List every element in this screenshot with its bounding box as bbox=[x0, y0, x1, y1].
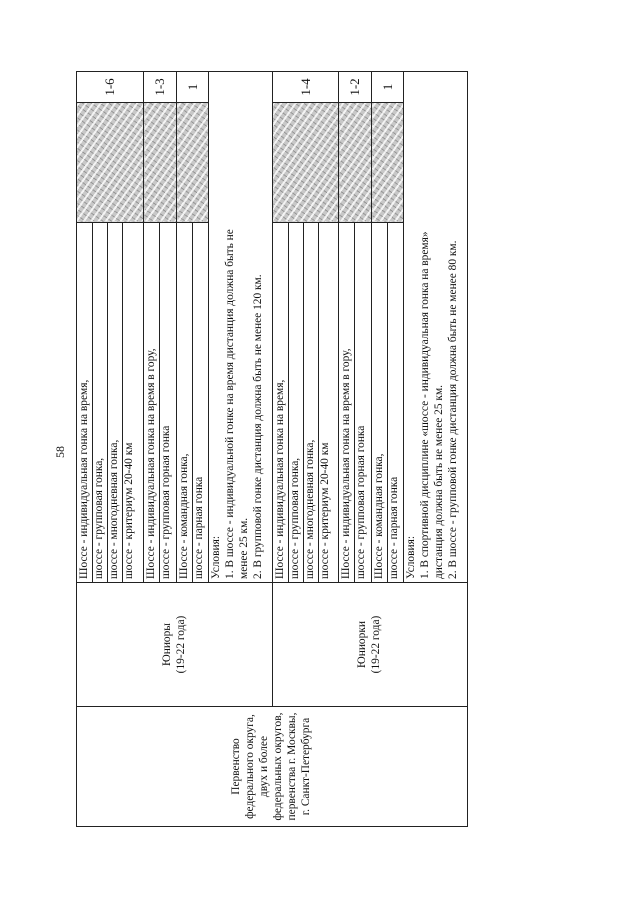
discipline-cell bbox=[177, 223, 209, 583]
hatched-cell bbox=[77, 103, 144, 223]
discipline-line: Шоссе - индивидуальная гонка на время в гору, bbox=[340, 223, 355, 582]
hatched-cell bbox=[372, 103, 404, 223]
event-name-line: первенства г. Москвы, bbox=[285, 712, 298, 821]
count-cell: 1-3 bbox=[144, 72, 177, 103]
event-name-line: двух и более bbox=[258, 735, 271, 798]
condition-line: 2. В групповой гонке дистанция должна быть не менее 120 км. bbox=[251, 274, 264, 579]
condition-line: менее 25 км. bbox=[237, 517, 250, 579]
discipline-line: шоссе - групповая горная гонка bbox=[159, 425, 172, 579]
discipline-line: шоссе - критериум 20-40 км bbox=[122, 442, 135, 579]
discipline-line: шоссе - критериум 20-40 км bbox=[318, 442, 331, 579]
condition-line: 2. В шоссе - групповой гонке дистанция должна быть не менее 80 км. bbox=[446, 240, 459, 579]
count-cell: 1-4 bbox=[273, 72, 339, 103]
count-cell: 1-6 bbox=[77, 72, 144, 103]
rotated-table-container bbox=[76, 72, 467, 827]
discipline-cell bbox=[273, 223, 339, 583]
hatched-cell bbox=[144, 103, 177, 223]
conditions-cell bbox=[404, 72, 468, 583]
page-number: 58 bbox=[52, 446, 67, 458]
age-group-cell bbox=[77, 583, 273, 707]
condition-line: Условия: bbox=[405, 535, 417, 579]
discipline-line: шоссе - групповая горная гонка bbox=[354, 425, 367, 579]
condition-line: 1. В шоссе - индивидуальной гонке на время дистанция должна быть не bbox=[223, 229, 236, 579]
hatched-cell bbox=[177, 103, 209, 223]
discipline-cell bbox=[77, 223, 144, 583]
event-name-line: Первенство bbox=[230, 738, 243, 795]
event-name-line: г. Санкт-Петербурга bbox=[299, 717, 312, 816]
competition-table bbox=[76, 71, 468, 827]
event-name-line: федерального округа, bbox=[244, 714, 257, 819]
discipline-line: шоссе - парная гонка bbox=[387, 476, 400, 579]
condition-line: Условия: bbox=[210, 535, 222, 579]
discipline-line: шоссе - парная гонка bbox=[192, 476, 205, 579]
discipline-line: шоссе - групповая гонка, bbox=[289, 223, 304, 582]
age-group-cell bbox=[273, 583, 468, 707]
discipline-cell bbox=[339, 223, 372, 583]
age-group-label: Юниорки bbox=[356, 621, 369, 668]
event-name-line: федеральных округов, bbox=[272, 712, 284, 821]
event-name-cell bbox=[77, 707, 468, 827]
discipline-line: Шоссе - индивидуальная гонка на время, bbox=[78, 223, 93, 582]
count-cell: 1-2 bbox=[339, 72, 372, 103]
age-group-label: Юниоры bbox=[160, 623, 173, 666]
count-cell: 1 bbox=[372, 72, 404, 103]
discipline-line: Шоссе - командная гонка, bbox=[178, 223, 193, 582]
discipline-line: шоссе - многодневная гонка, bbox=[304, 223, 319, 582]
discipline-line: Шоссе - командная гонка, bbox=[373, 223, 388, 582]
condition-line: дистанция должна быть не менее 25 км. bbox=[432, 384, 445, 579]
discipline-cell bbox=[372, 223, 404, 583]
age-range-label: (19-22 года) bbox=[370, 615, 382, 674]
discipline-line: Шоссе - индивидуальная гонка на время, bbox=[274, 223, 289, 582]
conditions-cell bbox=[209, 72, 273, 583]
hatched-cell bbox=[339, 103, 372, 223]
count-cell: 1 bbox=[177, 72, 209, 103]
discipline-line: Шоссе - индивидуальная гонка на время в гору, bbox=[145, 223, 160, 582]
table-row bbox=[77, 72, 144, 827]
condition-line: 1. В спортивной дисциплине «шоссе - индивидуальная гонка на время» bbox=[418, 231, 431, 579]
hatched-cell bbox=[273, 103, 339, 223]
discipline-cell bbox=[144, 223, 177, 583]
discipline-line: шоссе - групповая гонка, bbox=[93, 223, 108, 582]
age-range-label: (19-22 года) bbox=[174, 615, 187, 674]
discipline-line: шоссе - многодневная гонка, bbox=[108, 223, 123, 582]
